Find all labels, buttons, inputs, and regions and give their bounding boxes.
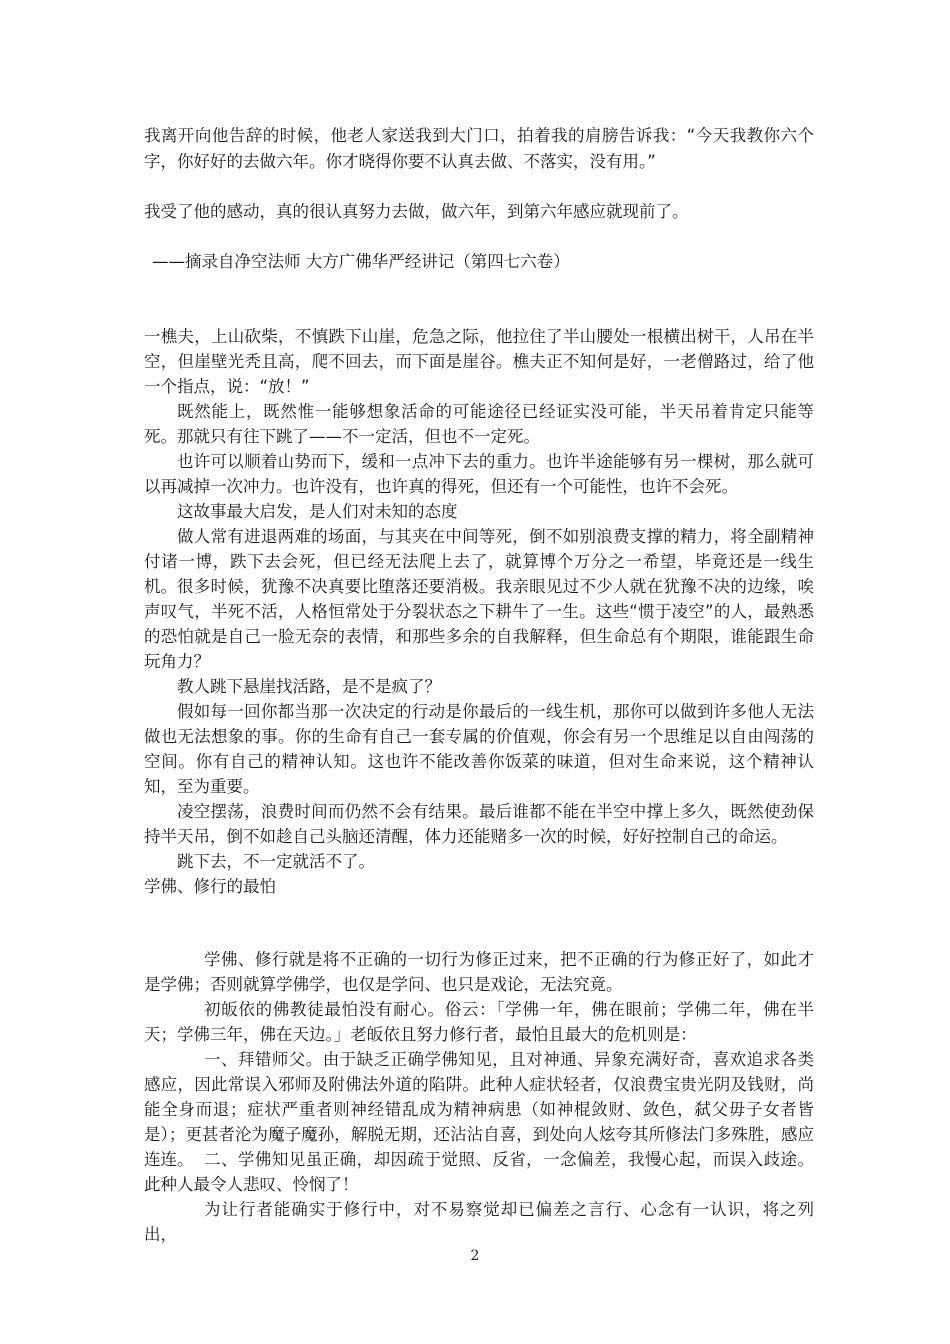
paragraph: 二、学佛知见虽正确，却因疏于觉照、反省，一念偏差，我慢心起，而误入歧途。此种人最令人悲叹、怜悯了！ — [144, 1150, 814, 1194]
paragraph: 一、拜错师父。由于缺乏正确学佛知见，且对神通、异象充满好奇，喜欢追求各类感应，因此常误入邪师及附佛法外道的陷阱。此种人症状轻者，仅浪费宝贵光阴及钱财，尚能全身而退；症状严重者则神经错乱成为精神病患（如神棍敛财、敛色，弑父毋子女者皆是）；更甚者沦为魔子魔孙，解脱无期，还沾沾自喜，到处向人炫夸其所修法门多殊胜，感应连连。 — [144, 1050, 814, 1169]
paragraph: 初皈依的佛教徒最怕没有耐心。俗云：「学佛一年，佛在眼前；学佛二年，佛在半天；学佛三年，佛在天边。」老皈依且努力修行者，最怕且最大的危机则是： — [144, 1000, 814, 1044]
paragraph: 很多时候，犹豫不决真要比堕落还要消极。我亲眼见过不少人就在犹豫不决的边缘，唉声叹气，半死不活，人格恒常处于分裂状态之下耕牛了一生。这些“惯于凌空”的人，最熟悉的恐怕就是自己一脸无奈的表情，和那些多余的自我解释，但生命总有个期限，谁能跟生命玩角力？ — [144, 577, 814, 671]
paragraph-six-years: 我受了他的感动，真的很认真努力去做，做六年，到第六年感应就现前了。 — [144, 202, 689, 221]
paragraph-farewell: 我离开向他告辞的时候，他老人家送我到大门口，拍着我的肩膀告诉我：“今天我教你六个字，你好好的去做六年。你才晓得你要不认真去做、不落实，没有用。” — [144, 126, 814, 171]
section-heading: 学佛、修行的最怕 — [144, 877, 276, 896]
paragraph: 做人常有进退两难的场面，与其夹在中间等死，倒不如别浪费支撑的精力，将全副精神付诸一博，跌下去会死，但已经无法爬上去了，就算博个万分之一希望，毕竟还是一线生机。 — [144, 527, 814, 596]
paragraph: 这故事最大启发，是人们对未知的态度 — [177, 502, 458, 521]
paragraph: 既然能上，既然惟一能够想象活命的可能途径已经证实没可能，半天吊着肯定只能等死。那就只有往下跳了——不一定活，但也不一定死。 — [144, 402, 814, 446]
paragraph: 也许可以顺着山势而下，缓和一点冲下去的重力。也许半途能够有另一棵树，那么就可以再减掉一次冲力。也许没有，也许真的得死，但还有一个可能性，也许不会死。 — [144, 452, 814, 496]
paragraph: 为让行者能确实于修行中，对不易察觉却已偏差之言行、心念有一认识，将之列出， — [144, 1200, 814, 1244]
paragraph: 假如每一回你都当那一次决定的行动是你最后的一线生机，那你可以做到许多他人无法做也无法想象的事。你的生命有自己一套专属的价值观，你会有另一个思维足以自由闯荡的空间。你有自己的精神认知。这也许不能改善你饭菜的味道，但对生命来说，这个精神认知，至为重要。 — [144, 702, 814, 796]
source-citation: ——摘录自净空法师 大方广佛华严经讲记（第四七六卷） — [152, 252, 570, 271]
page-number: 2 — [470, 1248, 480, 1264]
paragraph: 凌空摆荡，浪费时间而仍然不会有结果。最后谁都不能在半空中撑上多久，既然使劲保持半天吊，倒不如趁自己头脑还清醒，体力还能赌多一次的时候，好好控制自己的命运。 — [144, 802, 814, 846]
paragraph-woodcutter-story: 一樵夫，上山砍柴，不慎跌下山崖，危急之际，他拉住了半山腰处一根横出树干，人吊在半空，但崖壁光秃且高，爬不回去，而下面是崖谷。樵夫正不知何是好，一老僧路过，给了他一个指点，说：“放！” — [144, 327, 814, 396]
paragraph: 跳下去，不一定就活不了。 — [177, 852, 375, 871]
paragraph: 学佛、修行就是将不正确的一切行为修正过来，把不正确的行为修正好了，如此才是学佛；否则就算学佛学，也仅是学问、也只是戏论，无法究竟。 — [144, 950, 814, 994]
paragraph: 教人跳下悬崖找活路，是不是疯了？ — [177, 677, 441, 696]
